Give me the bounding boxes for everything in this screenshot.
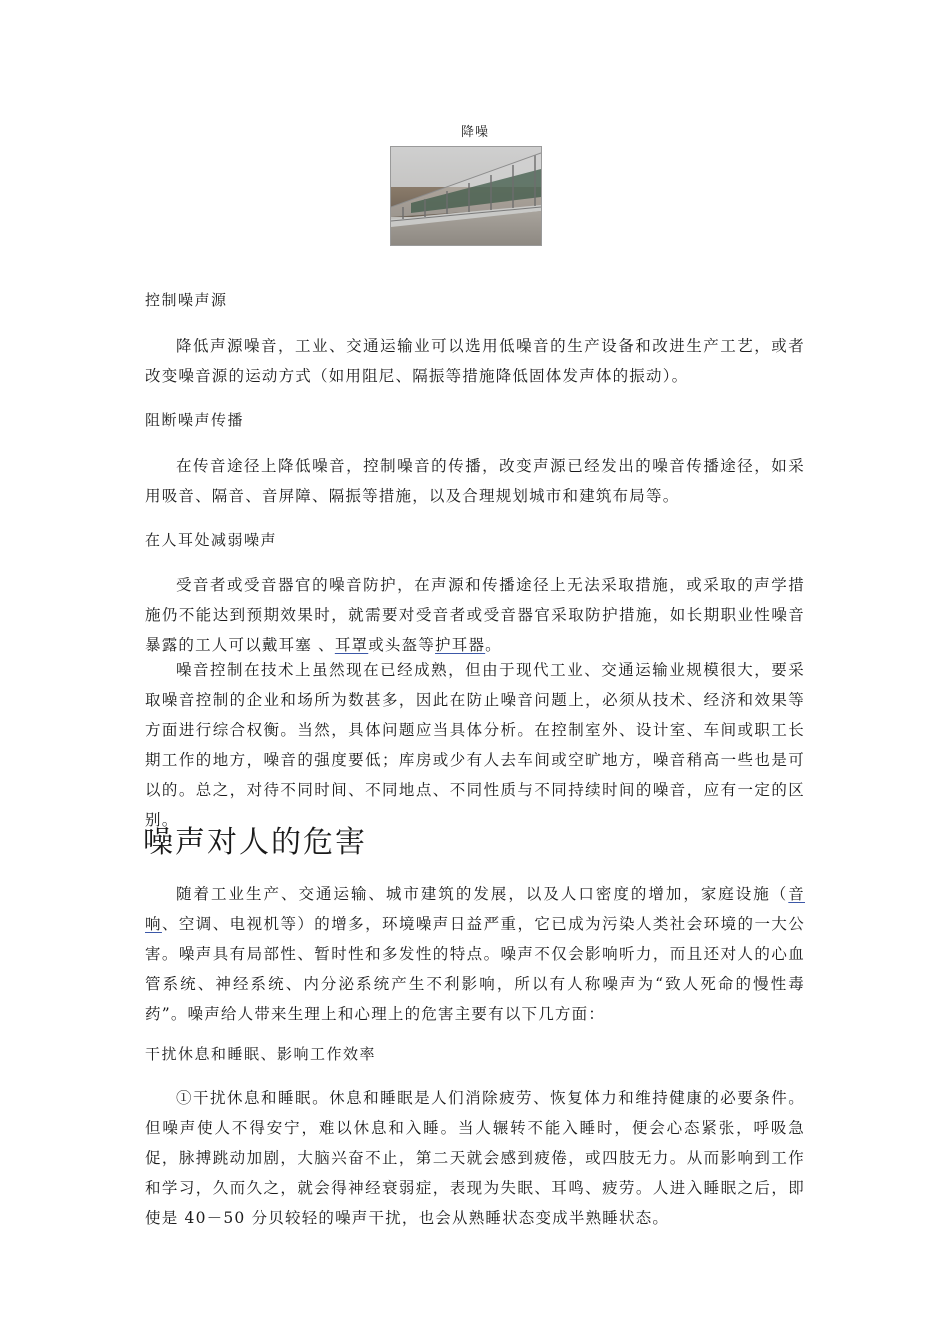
- image-caption: 降噪: [460, 125, 489, 140]
- heading-noise-harm: 噪声对人的危害: [143, 825, 367, 860]
- paragraph-noise-source: 降低声源噪音，工业、交通运输业可以选用低噪音的生产设备和改进生产工艺，或者改变噪音源的运动方式（如用阻尼、隔振等措施降低固体发声体的振动）。: [145, 337, 805, 385]
- text-run: 或头盔等: [368, 636, 436, 654]
- link-audio[interactable]: 音响: [145, 885, 805, 933]
- paragraph-sleep-disturbance: ①干扰休息和睡眠。休息和睡眠是人们消除疲劳、恢复体力和维持健康的必要条件。但噪声使人不得安宁，难以休息和入睡。当人辗转不能入睡时，便会心态紧张，呼吸急促，脉搏跳动加剧，大脑兴奋不止，第二天就会感到疲倦，或四肢无力。从而影响到工作和学习，久而久之，就会得神经衰弱症，表现为失眠、耳鸣、疲劳。人进入睡眠之后，即使是 40－50 分贝较轻的噪声干扰，也会从熟睡状态变成半熟睡状态。: [145, 1089, 805, 1227]
- text-run: 。: [485, 636, 502, 654]
- text-run: 、空调、电视机等）的增多，环境噪声日益严重，它已成为污染人类社会环境的一大公害。噪声具有局部性、暂时性和多发性的特点。噪声不仅会影响听力，而且还对人的心血管系统、神经系统、内分泌系统产生不利影响，所以有人称噪声为“致人死命的慢性毒药”。噪声给人带来生理上和心理上的危害主要有以下几方面：: [145, 915, 805, 1023]
- section-title-sleep-disturbance: 干扰休息和睡眠、影响工作效率: [145, 1045, 377, 1063]
- section-title-noise-source: 控制噪声源: [145, 291, 228, 309]
- text-run: 随着工业生产、交通运输、城市建筑的发展，以及人口密度的增加，家庭设施（: [176, 885, 789, 903]
- paragraph-ear-protection: [145, 570, 805, 660]
- section-title-ear-protection: 在人耳处减弱噪声: [145, 531, 278, 549]
- section-title-block-transmission: 阻断噪声传播: [145, 411, 245, 429]
- paragraph-noise-harm: [145, 879, 805, 1029]
- link-ear-protector[interactable]: 护耳器: [435, 636, 486, 654]
- paragraph-block-transmission: 在传音途径上降低噪音，控制噪音的传播，改变声源已经发出的噪音传播途径，如采用吸音、隔音、音屏障、隔振等措施，以及合理规划城市和建筑布局等。: [145, 457, 805, 505]
- noise-barrier-photo: [390, 146, 542, 246]
- text-run: 受音者或受音器官的噪音防护，在声源和传播途径上无法采取措施，或采取的声学措施仍不能达到预期效果时，就需要对受音者或受音器官采取防护措施，如长期职业性噪音暴露的工人可以戴耳塞 、: [145, 576, 805, 654]
- paragraph-noise-control: 噪音控制在技术上虽然现在已经成熟，但由于现代工业、交通运输业规模很大，要采取噪音控制的企业和场所为数甚多，因此在防止噪音问题上，必须从技术、经济和效果等方面进行综合权衡。当然，具体问题应当具体分析。在控制室外、设计室、车间或职工长期工作的地方，噪音的强度要低；库房或少有人去车间或空旷地方，噪音稍高一些也是可以的。总之，对待不同时间、不同地点、不同性质与不同持续时间的噪音，应有一定的区别。: [145, 661, 805, 829]
- noise-barrier-image: [391, 147, 541, 245]
- link-earmuffs[interactable]: 耳罩: [334, 636, 369, 654]
